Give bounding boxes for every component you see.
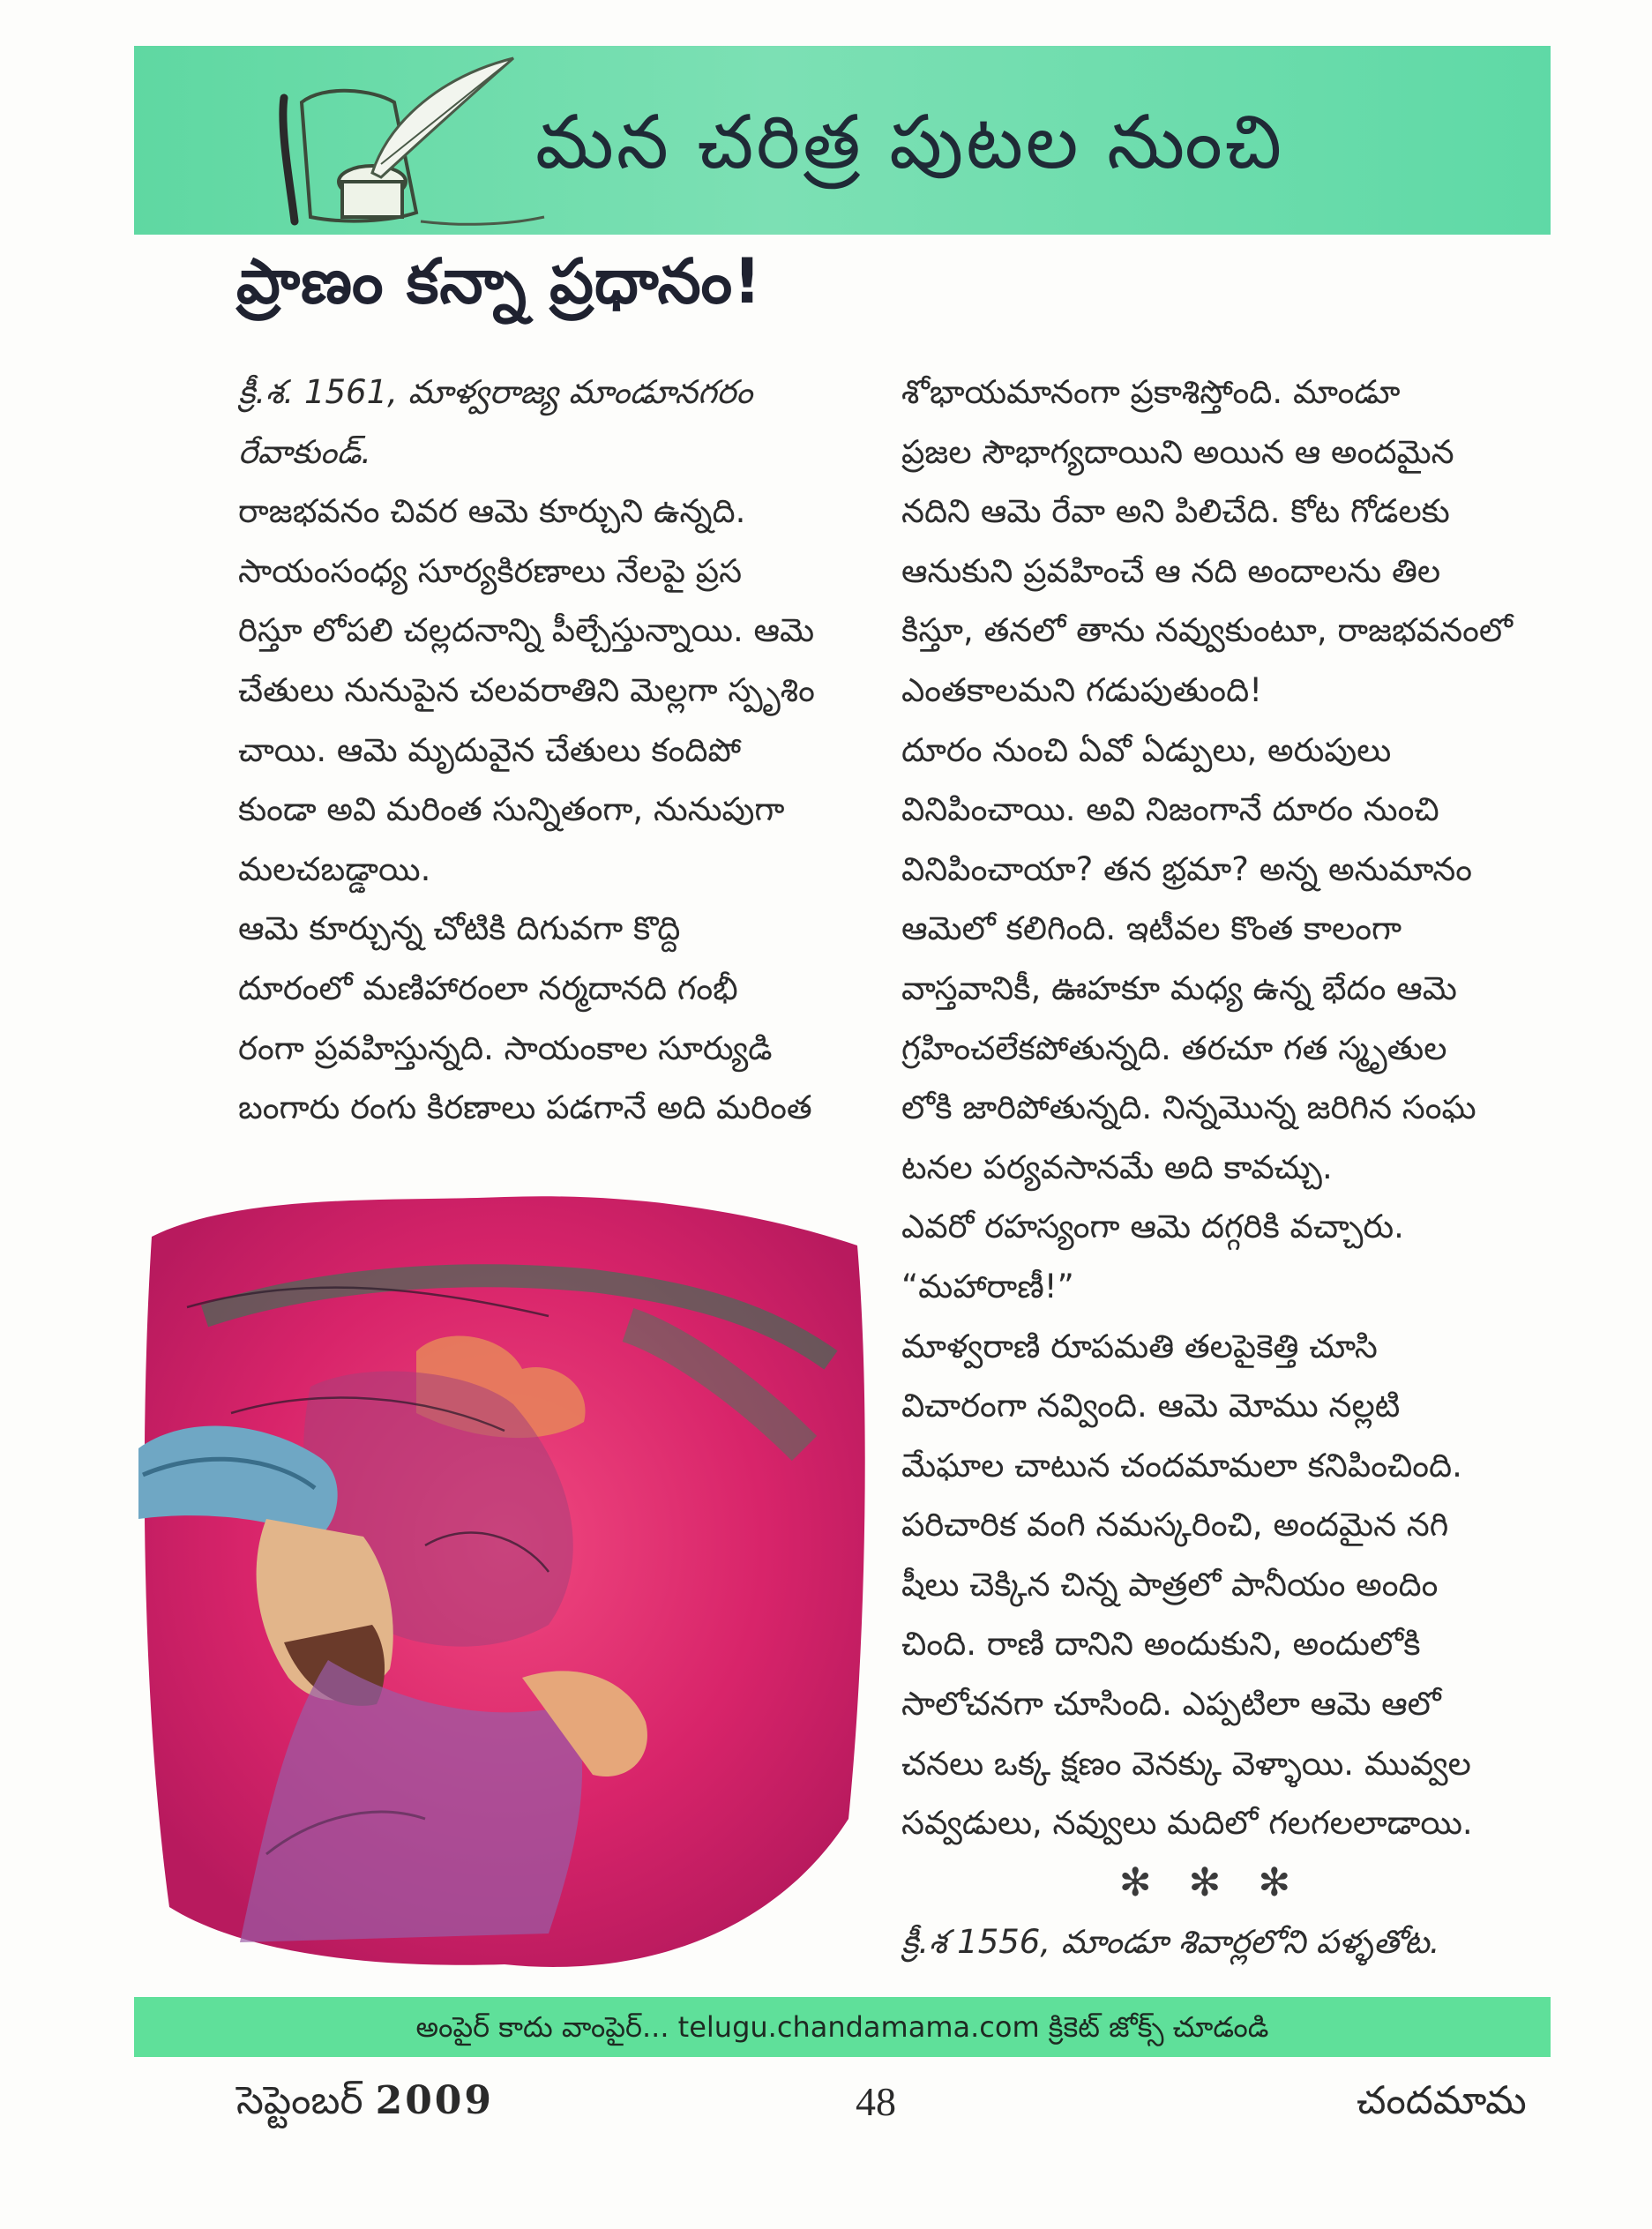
paragraph-line: విచారంగా నవ్వింది. ఆమె మోము నల్లటి <box>901 1387 1401 1425</box>
paragraph-line: వినిపించాయి. అవి నిజంగానే దూరం నుంచి <box>901 790 1439 829</box>
paragraph-line: శోభాయమానంగా ప్రకాశిస్తోంది. మాండూ <box>901 373 1401 411</box>
paragraph-line: చింది. రాణి దానిని అందుకుని, అందులోకి <box>901 1625 1421 1664</box>
paragraph-line: దూరంలో మణిహారంలా నర్మదానది గంభీ <box>238 969 738 1007</box>
section-title: మన చరిత్ర పుటల నుంచి <box>535 99 1285 185</box>
paragraph-line: సాయంసంధ్య సూర్యకిరణాలు నేలపై ప్రస <box>238 551 743 590</box>
paragraph-line: మేఘాల చాటున చందమామలా కనిపించింది. <box>901 1446 1462 1485</box>
left-column <box>238 363 856 1138</box>
paragraph-line: చాయి. ఆమె మృదువైన చేతులు కందిపో <box>238 730 742 769</box>
paragraph-line: పరిచారిక వంగి నమస్కరించి, అందమైన నగి <box>901 1506 1449 1545</box>
paragraph-line: “మహారాణీ!” <box>901 1267 1074 1305</box>
paragraph-line: ఆమె కూర్చున్న చోటికి దిగువగా కొద్ది <box>238 909 681 948</box>
paragraph-line: రాజభవనం చివర ఆమె కూర్చుని ఉన్నది. <box>238 492 746 531</box>
issue-year: 2009 <box>375 2078 495 2123</box>
paragraph-line: దూరం నుంచి ఏవో ఏడ్పులు, అరుపులు <box>901 730 1392 769</box>
paragraph-line: ఆమెలో కలిగింది. ఇటీవల కొంత కాలంగా <box>901 909 1402 948</box>
paragraph-line: బంగారు రంగు కిరణాలు పడగానే అది మరింత <box>238 1088 812 1127</box>
turbaned-man-painting <box>134 1184 875 1983</box>
paragraph-line: షీలు చెక్కిన చిన్న పాత్రలో పానీయం అందిం <box>901 1565 1439 1604</box>
page-number: 48 <box>856 2079 896 2124</box>
paragraph-line: మలచబడ్డాయి. <box>238 849 431 888</box>
paragraph-line: ఎంతకాలమని గడుపుతుంది! <box>901 670 1263 709</box>
paragraph-line: నదిని ఆమె రేవా అని పిలిచేది. కోట గోడలకు <box>901 492 1450 531</box>
paragraph-line: లోకి జారిపోతున్నది. నిన్నమొన్న జరిగిన సంఘ <box>901 1088 1476 1127</box>
paragraph-line: కిస్తూ, తనలో తాను నవ్వుకుంటూ, రాజభవనంలో <box>901 611 1513 650</box>
paragraph-line: ప్రజల సౌభాగ్యదాయిని అయిన ఆ అందమైన <box>901 432 1454 471</box>
promo-strip <box>134 1997 1551 2057</box>
issue-date <box>236 2078 494 2133</box>
paragraph-line: గ్రహించలేకపోతున్నది. తరచూ గత స్మృతుల <box>901 1028 1447 1067</box>
paragraph-line: ఆనుకుని ప్రవహించే ఆ నది అందాలను తిల <box>901 551 1441 590</box>
right-column <box>901 363 1521 1972</box>
paragraph-line: సాలోచనగా చూసింది. ఎప్పటిలా ఆమె ఆలో <box>901 1685 1441 1724</box>
quill-inkpot-icon <box>240 49 557 235</box>
paragraph-line: రంగా ప్రవహిస్తున్నది. సాయంకాల సూర్యుడి <box>238 1028 773 1067</box>
paragraph-line: క్రీ.శ 1556, మాండూ శివార్లలోని పళ్ళతోట. <box>901 1923 1440 1962</box>
paragraph-line: వాస్తవానికీ, ఊహకూ మధ్య ఉన్న భేదం ఆమె <box>901 969 1457 1007</box>
paragraph-line: కుండా అవి మరింత సున్నితంగా, నునుపుగా <box>238 790 785 829</box>
paragraph-line: రేవాకుండ్. <box>238 432 371 471</box>
section-separator: ✻ ✻ ✻ <box>1118 1859 1304 1905</box>
paragraph-line: టనల పర్యవసానమే అది కావచ్చు. <box>901 1148 1333 1186</box>
paragraph-line: రిస్తూ లోపలి చల్లదనాన్ని పీల్చేస్తున్నాయి. ఆమె <box>238 611 815 650</box>
paragraph-line: వినిపించాయా? తన భ్రమా? అన్న అనుమానం <box>901 849 1473 888</box>
issue-month: సెప్టెంబర్ <box>236 2078 363 2123</box>
paragraph-line: మాళ్వరాణి రూపమతి తలపైకెత్తి చూసి <box>901 1327 1378 1365</box>
paragraph-line: సవ్వడులు, నవ్వులు మదిలో గలగలలాడాయి. <box>901 1804 1473 1843</box>
paragraph-line: చేతులు నునుపైన చలవరాతిని మెల్లగా స్పృశిం <box>238 670 815 709</box>
section-banner <box>134 46 1551 235</box>
story-title: ప్రాణం కన్నా ప్రధానం! <box>236 245 763 318</box>
paragraph-line: చనలు ఒక్క క్షణం వెనక్కు వెళ్ళాయి. మువ్వల <box>901 1744 1471 1783</box>
magazine-name: చందమామ <box>1357 2078 1527 2123</box>
paragraph-line: క్రీ.శ. 1561, మాళ్వరాజ్య మాండూనగరం <box>238 373 753 411</box>
paragraph-line: ఎవరో రహస్యంగా ఆమె దగ్గరికి వచ్చారు. <box>901 1208 1404 1246</box>
promo-text: అంపైర్ కాదు వాంపైర్... telugu.chandamama.com క్రికెట్ జోక్స్ చూడండి <box>415 2010 1269 2044</box>
